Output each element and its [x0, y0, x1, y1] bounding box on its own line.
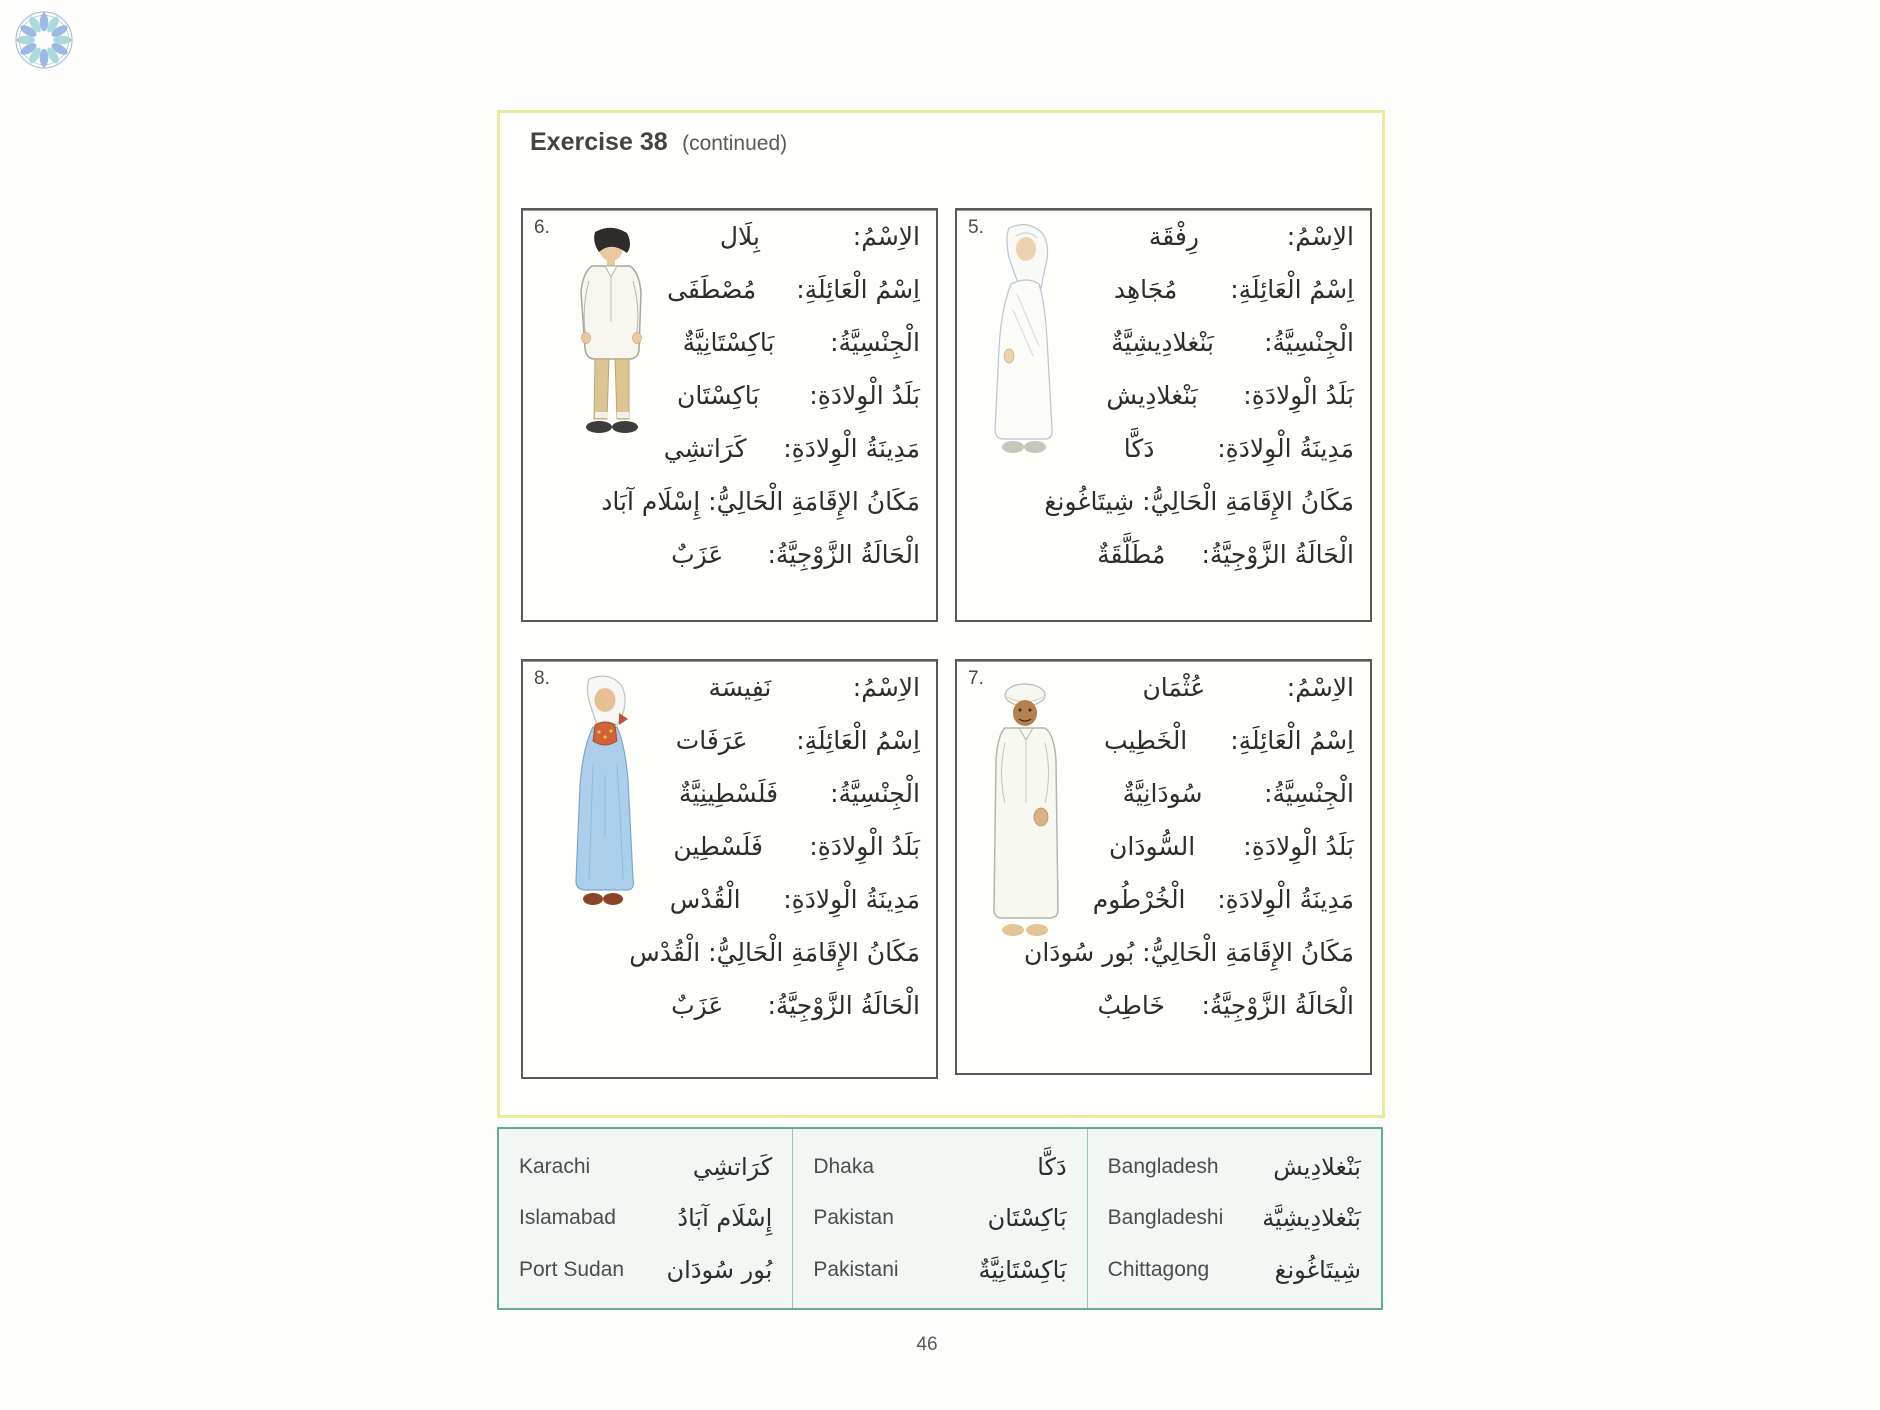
field-value-birth-city: الْقُدْس [669, 885, 741, 914]
field-label-marital: الْحَالَةُ الزَّوْجِيَّةُ: [1201, 540, 1354, 569]
field-row-family [523, 275, 936, 328]
vocab-english: Bangladesh [1107, 1154, 1219, 1178]
field-value-birth-city: دَكَّا [1123, 434, 1155, 463]
field-label-birth-country: بَلَدُ الْوِلادَةِ: [809, 381, 920, 410]
vocab-arabic: بَنْغلادِيشِيَّة [1262, 1204, 1361, 1233]
field-value-nationality: بَنْغلادِيشِيَّةٌ [1111, 328, 1214, 357]
field-value-residence: إِسْلَام آبَاد [601, 487, 701, 516]
vocab-english: Dhaka [813, 1154, 875, 1178]
card-number: 8. [534, 668, 550, 689]
field-row-nationality [957, 328, 1370, 381]
field-row-name [523, 222, 936, 275]
field-value-name: نَفِيسَة [708, 673, 772, 702]
field-value-birth-city: الْخُرْطُوم [1092, 885, 1186, 914]
card-number: 7. [968, 668, 984, 689]
field-row-birth-country [957, 381, 1370, 434]
field-label-birth-city: مَدِينَةُ الْوِلادَةِ: [783, 885, 920, 914]
field-row-residence [523, 487, 936, 540]
field-row-family [957, 726, 1370, 779]
card-fields [957, 673, 1370, 1044]
vocab-column-1 [499, 1129, 792, 1308]
vocab-english: Islamabad [519, 1206, 616, 1230]
student-card-8 [521, 659, 938, 1079]
vocab-arabic: بَنْغلادِيش [1273, 1152, 1361, 1181]
field-row-birth-country [523, 381, 936, 434]
field-label-family: اِسْمُ الْعَائِلَةِ: [1230, 726, 1354, 755]
vocab-row [519, 1245, 772, 1295]
field-value-nationality: فَلَسْطِينِيَّةٌ [679, 779, 779, 808]
vocab-arabic: بُور سُودَان [666, 1256, 773, 1285]
field-row-marital [957, 540, 1370, 593]
field-label-nationality: الْجِنْسِيَّةُ: [830, 328, 920, 357]
vocab-column-3 [1087, 1129, 1381, 1308]
vocab-row [813, 1245, 1066, 1295]
field-label-marital: الْحَالَةُ الزَّوْجِيَّةُ: [1201, 991, 1354, 1020]
field-value-birth-city: كَرَاتشِي [663, 434, 747, 463]
field-row-family [957, 275, 1370, 328]
vocab-arabic: بَاكِسْتَان [987, 1204, 1067, 1233]
field-row-name [957, 673, 1370, 726]
field-row-family [523, 726, 936, 779]
student-card-5 [955, 208, 1372, 622]
field-row-marital [957, 991, 1370, 1044]
field-label-nationality: الْجِنْسِيَّةُ: [1264, 779, 1354, 808]
exercise-title-bold: Exercise 38 [530, 128, 668, 156]
field-label-birth-country: بَلَدُ الْوِلادَةِ: [1243, 832, 1354, 861]
vocab-english: Pakistani [813, 1258, 899, 1282]
field-value-family: مُجَاهِد [1113, 275, 1178, 304]
field-row-nationality [957, 779, 1370, 832]
student-card-7 [955, 659, 1372, 1075]
field-row-birth-city [957, 434, 1370, 487]
card-number: 6. [534, 217, 550, 238]
field-value-family: عَرَفَات [675, 726, 748, 755]
field-value-marital: عَزَبٌ [671, 991, 724, 1020]
field-row-nationality [523, 779, 936, 832]
vocab-english: Port Sudan [519, 1258, 625, 1282]
field-label-marital: الْحَالَةُ الزَّوْجِيَّةُ: [767, 540, 920, 569]
field-label-nationality: الْجِنْسِيَّةُ: [830, 779, 920, 808]
vocab-row [1108, 1142, 1361, 1192]
field-row-name [523, 673, 936, 726]
field-label-birth-city: مَدِينَةُ الْوِلادَةِ: [1217, 885, 1354, 914]
field-label-name: الاِسْمُ: [852, 222, 920, 251]
card-fields [957, 222, 1370, 593]
field-value-marital: مُطَلَّقَةٌ [1097, 540, 1166, 569]
field-label-residence: مَكَانُ الإِقَامَةِ الْحَالِيُّ: [1142, 938, 1354, 967]
student-card-6 [521, 208, 938, 622]
field-row-residence [523, 938, 936, 991]
field-row-birth-country [523, 832, 936, 885]
field-value-marital: خَاطِبٌ [1097, 991, 1165, 1020]
field-row-name [957, 222, 1370, 275]
card-fields [523, 673, 936, 1044]
field-value-residence: الْقُدْس [629, 938, 701, 967]
vocab-arabic: شِيتَاغُونغ [1274, 1256, 1361, 1285]
page-number: 46 [916, 1334, 938, 1355]
vocab-row [813, 1142, 1066, 1192]
field-value-birth-country: بَاكِسْتَان [676, 381, 760, 410]
field-label-name: الاِسْمُ: [1286, 673, 1354, 702]
vocab-arabic: بَاكِسْتَانِيَّةٌ [978, 1256, 1067, 1285]
vocab-row [519, 1193, 772, 1243]
field-label-name: الاِسْمُ: [852, 673, 920, 702]
field-value-birth-country: بَنْغلادِيش [1106, 381, 1198, 410]
field-label-family: اِسْمُ الْعَائِلَةِ: [1230, 275, 1354, 304]
field-value-family: مُصْطَفَى [667, 275, 757, 304]
field-row-birth-city [523, 885, 936, 938]
field-value-name: بِلَال [719, 222, 760, 251]
field-value-marital: عَزَبٌ [671, 540, 724, 569]
field-label-residence: مَكَانُ الإِقَامَةِ الْحَالِيُّ: [708, 938, 920, 967]
field-label-marital: الْحَالَةُ الزَّوْجِيَّةُ: [767, 991, 920, 1020]
vocab-english: Chittagong [1107, 1258, 1210, 1282]
field-row-marital [523, 991, 936, 1044]
vocab-column-2 [792, 1129, 1086, 1308]
field-label-residence: مَكَانُ الإِقَامَةِ الْحَالِيُّ: [1142, 487, 1354, 516]
field-label-birth-country: بَلَدُ الْوِلادَةِ: [809, 832, 920, 861]
field-value-name: رِفْقَة [1148, 222, 1199, 251]
field-row-residence [957, 487, 1370, 540]
field-row-nationality [523, 328, 936, 381]
field-value-nationality: بَاكِسْتَانِيَّةٌ [682, 328, 775, 357]
field-value-name: عُثْمَان [1142, 673, 1206, 702]
field-row-birth-city [523, 434, 936, 487]
vocab-english: Karachi [519, 1154, 591, 1178]
vocab-arabic: كَرَاتشِي [692, 1152, 773, 1181]
vocab-row [1108, 1245, 1361, 1295]
field-label-birth-city: مَدِينَةُ الْوِلادَةِ: [1217, 434, 1354, 463]
field-label-birth-country: بَلَدُ الْوِلادَةِ: [1243, 381, 1354, 410]
card-fields [523, 222, 936, 593]
exercise-title [530, 128, 787, 157]
vocab-row [813, 1193, 1066, 1243]
field-label-name: الاِسْمُ: [1286, 222, 1354, 251]
vocab-arabic: دَكَّا [1037, 1152, 1067, 1181]
field-value-birth-country: السُّودَان [1109, 832, 1196, 861]
vocab-english: Pakistan [813, 1206, 894, 1230]
field-value-birth-country: فَلَسْطِين [673, 832, 763, 861]
field-row-marital [523, 540, 936, 593]
field-label-residence: مَكَانُ الإِقَامَةِ الْحَالِيُّ: [708, 487, 920, 516]
field-value-family: الْخَطِيب [1103, 726, 1188, 755]
field-label-family: اِسْمُ الْعَائِلَةِ: [796, 726, 920, 755]
field-row-birth-country [957, 832, 1370, 885]
vocab-arabic: إِسْلَام آبَادُ [677, 1204, 773, 1233]
field-value-nationality: سُودَانِيَّةٌ [1122, 779, 1203, 808]
field-row-residence [957, 938, 1370, 991]
field-label-family: اِسْمُ الْعَائِلَةِ: [796, 275, 920, 304]
field-label-birth-city: مَدِينَةُ الْوِلادَةِ: [783, 434, 920, 463]
field-row-birth-city [957, 885, 1370, 938]
field-label-nationality: الْجِنْسِيَّةُ: [1264, 328, 1354, 357]
vocab-row [519, 1142, 772, 1192]
vocab-row [1108, 1193, 1361, 1243]
field-value-residence: شِيتَاغُونغ [1044, 487, 1135, 516]
field-value-residence: بُور سُودَان [1023, 938, 1135, 967]
card-number: 5. [968, 217, 984, 238]
exercise-title-note: (continued) [682, 132, 788, 155]
vocabulary-table [497, 1127, 1383, 1310]
vocab-english: Bangladeshi [1107, 1206, 1224, 1230]
rosette-logo-icon [10, 6, 78, 74]
